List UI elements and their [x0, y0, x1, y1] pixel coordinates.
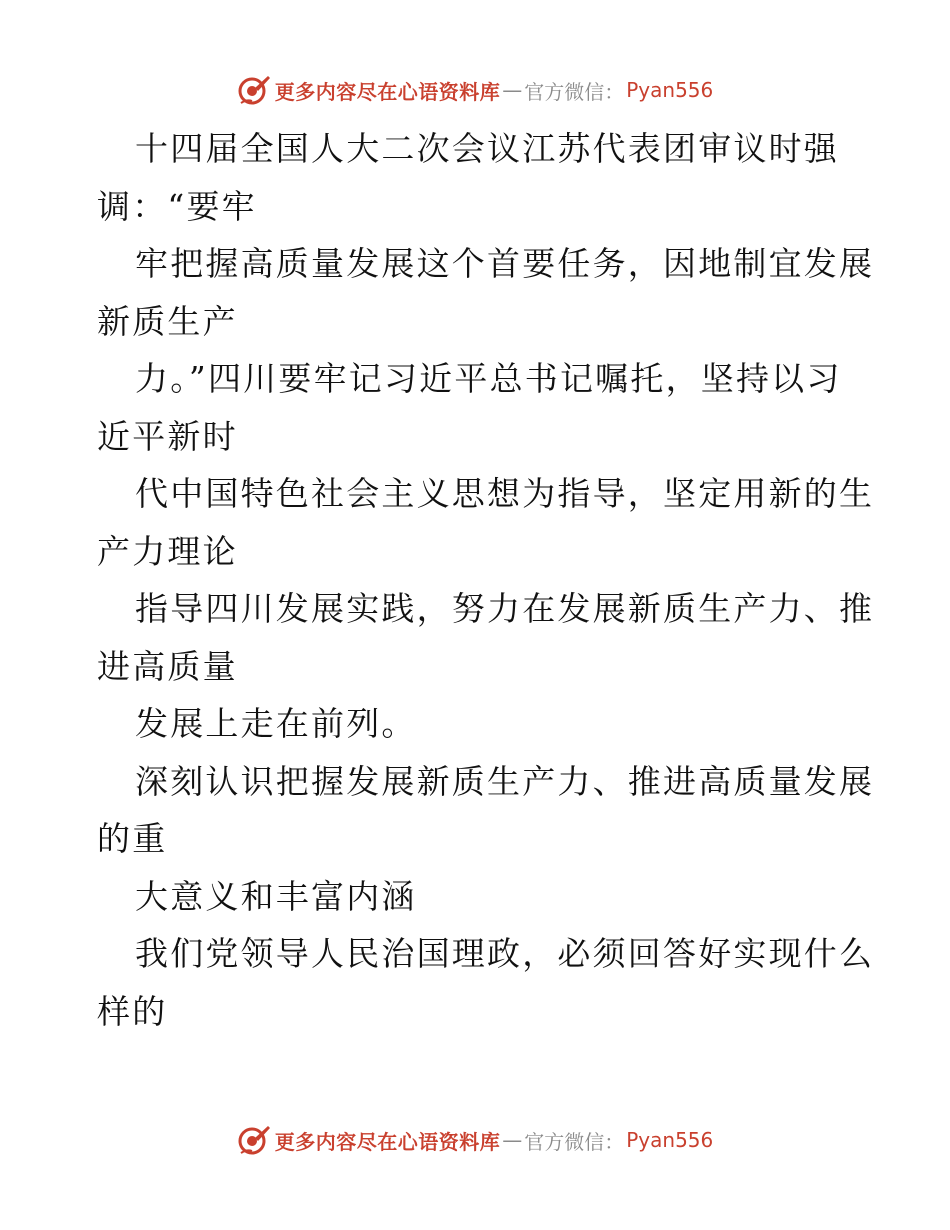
- text-line: 的重: [97, 819, 168, 858]
- text-line: 进高质量: [97, 646, 238, 686]
- text-line: 新质生产: [97, 301, 238, 341]
- text-line: 十四届全国人大二次会议江苏代表团审议时强: [135, 129, 839, 168]
- text-line: 发展上走在前列。: [135, 704, 417, 743]
- watermark-wechat-id: Pyan556: [626, 78, 714, 102]
- text-line: 我们党领导人民治国理政，必须回答好实现什么: [135, 934, 875, 973]
- text-line: 力。”四川要牢记习近平总书记嘱托，坚持以习: [135, 359, 842, 398]
- text-line: 调：“要牢: [97, 186, 257, 226]
- watermark-wechat-label: 官方微信：: [524, 79, 625, 104]
- text-line: 深刻认识把握发展新质生产力、推进高质量发展: [135, 761, 875, 801]
- text-line: 产力理论: [97, 531, 238, 571]
- watermark-dash: —: [502, 1128, 523, 1152]
- text-line: 大意义和丰富内涵: [135, 876, 417, 916]
- watermark-wechat-id: Pyan556: [626, 1128, 714, 1152]
- watermark-brand-text: 更多内容尽在心语资料库: [274, 1129, 501, 1154]
- watermark-wechat-label: 官方微信：: [524, 1129, 625, 1154]
- text-line: 指导四川发展实践，努力在发展新质生产力、推: [135, 589, 875, 628]
- header-watermark: [0, 70, 950, 110]
- text-line: 代中国特色社会主义思想为指导，坚定用新的生: [135, 474, 875, 513]
- footer-watermark: [0, 1120, 950, 1160]
- text-line: 近平新时: [97, 416, 238, 456]
- text-line: 样的: [97, 991, 168, 1031]
- pen-logo-icon: [237, 73, 271, 107]
- watermark-dash: —: [502, 78, 523, 102]
- document-body: [97, 120, 875, 1040]
- watermark-brand-text: 更多内容尽在心语资料库: [274, 79, 501, 104]
- text-line: 牢把握高质量发展这个首要任务，因地制宜发展: [135, 244, 875, 283]
- pen-logo-icon: [237, 1123, 271, 1157]
